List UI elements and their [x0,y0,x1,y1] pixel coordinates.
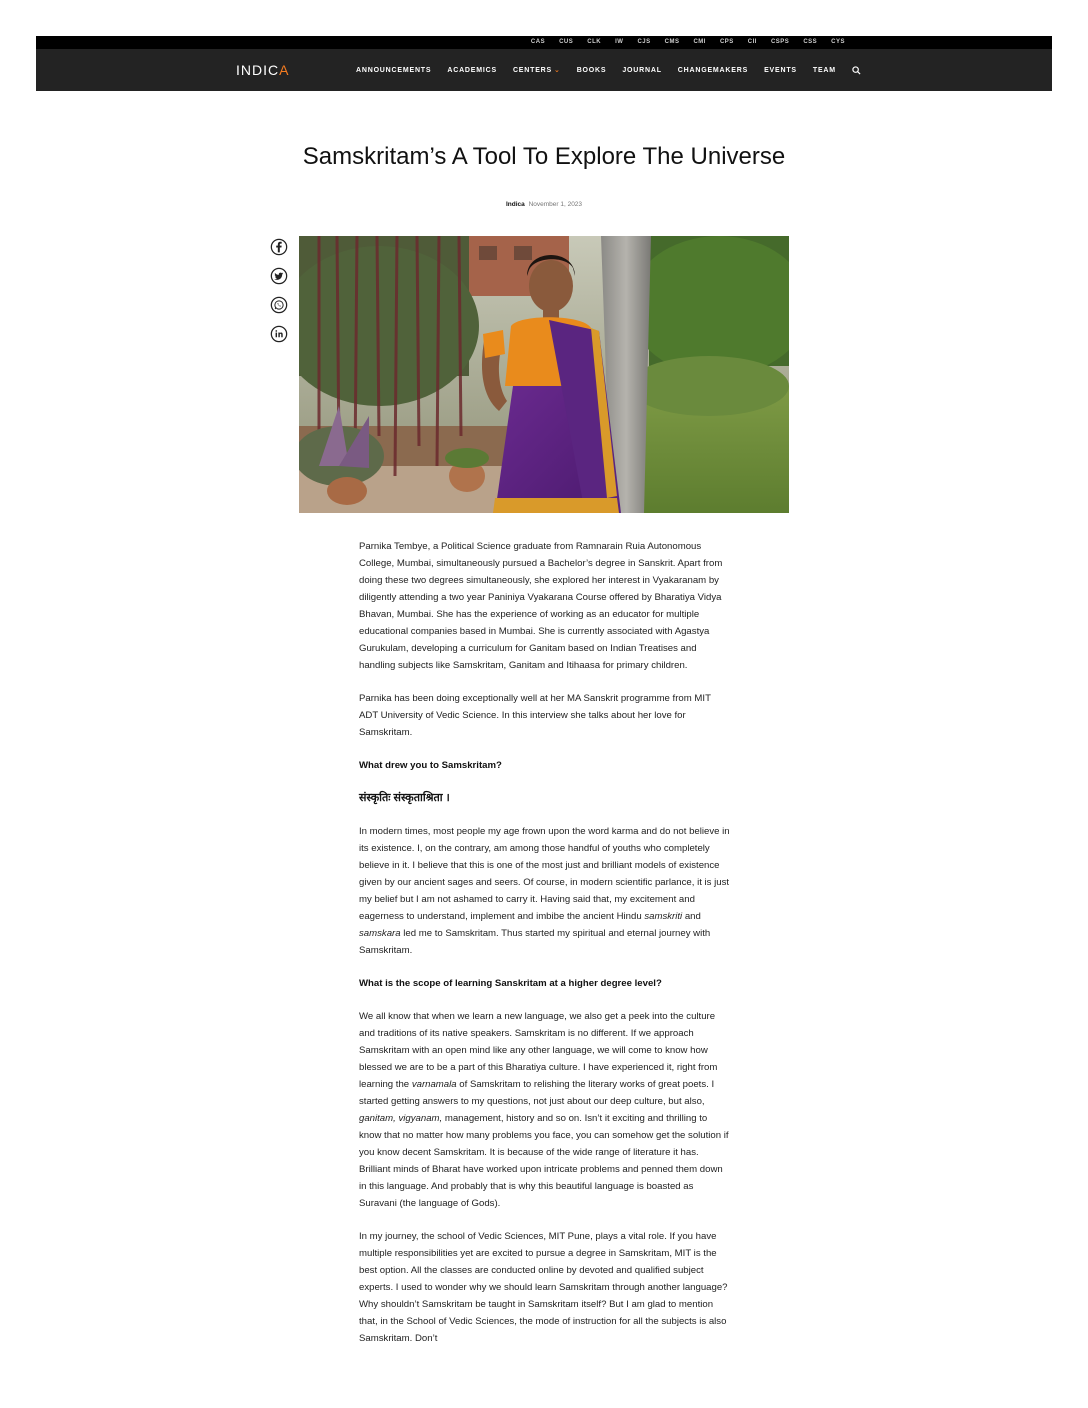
center-link[interactable]: CJS [637,39,651,45]
nav-item-events[interactable]: EVENTS [764,66,797,74]
post-date: November 1, 2023 [528,201,583,208]
emphasis-text: ganitam, vigyanam, [359,1113,443,1124]
twitter-icon[interactable] [270,267,288,285]
paragraph: Parnika Tembye, a Political Science graduate from Ramnarain Ruia Autonomous College, Mumbai, simultaneously pursued a Bachelor’s degree in Sanskrit. Apart from doing these two degrees simultaneously, she explored her interest in Vyakaranam by diligently attending a two year Paniniya Vyakarana Course offered by Bharatiya Vidya Bhavan, Mumbai. She has the experience of working as an educator for multiple educational companies based in Mumbai. She is currently associated with Agastya Gurukulam, developing a curriculum for Ganitam based on Indian Treatises and handling subjects like Samskritam, Ganitam and Itihaasa for primary children. [359,541,723,671]
interview-question: What drew you to Samskritam? [359,760,502,771]
emphasis-text: samskara [359,928,401,939]
top-centers-bar [36,36,1052,49]
center-link[interactable]: CSPS [770,39,790,45]
logo-text: INDIC [236,62,280,78]
paragraph: In my journey, the school of Vedic Sciences, MIT Pune, plays a vital role. If you have multiple responsibilities yet are excited to pursue a degree in Samskritam, MIT is the best option. All the classes are conducted online by devoted and qualified subject experts. I used to wonder why we should learn Samskritam through another language? Why shouldn’t Samskritam be taught in Samskritam itself? But I am glad to mention that, in the School of Vedic Sciences, the mode of instruction for all the subjects is also Samskritam. Don’t [359,1231,728,1344]
featured-image [299,236,789,513]
center-link[interactable]: CII [747,39,757,45]
center-link[interactable]: CMS [664,39,680,45]
article-body [359,538,731,1363]
main-navigation [36,49,1052,91]
site-logo[interactable] [236,62,289,78]
facebook-icon[interactable] [270,238,288,256]
center-link[interactable]: CSS [803,39,818,45]
center-link[interactable]: CPS [719,39,734,45]
nav-item-centers[interactable] [513,66,561,74]
author-link[interactable]: Indica [505,201,525,208]
nav-item-journal[interactable]: JOURNAL [622,66,662,74]
paragraph-text: and [682,911,701,922]
search-button[interactable] [852,66,861,75]
center-link[interactable]: IW [615,39,624,45]
paragraph: Parnika has been doing exceptionally well at her MA Sanskrit programme from MIT ADT University of Vedic Science. In this interview she talks about her love for Samskritam. [359,693,711,738]
portrait-photo [299,236,789,513]
paragraph-text: In modern times, most people my age frown upon the word karma and do not believe in its existence. I, on the contrary, am among those handful of youths who completely believe in it. I believe that this is one of the most just and brilliant models of existence given by our ancient sages and seers. Of course, in modern scientific parlance, it is just my belief but I am not ashamed to carry it. Having said that, my excitement and eagerness to understand, implement and imbibe the ancient Hindu [359,826,730,922]
nav-item-books[interactable]: BOOKS [576,66,607,74]
paragraph [359,823,731,959]
nav-item-centers-label: CENTERS [512,66,553,74]
centers-links [524,36,852,49]
center-link[interactable]: CAS [530,39,546,45]
center-link[interactable]: CYS [831,39,845,45]
center-link[interactable]: CLK [587,39,602,45]
center-link[interactable]: CUS [559,39,574,45]
nav-item-changemakers[interactable]: CHANGEMAKERS [677,66,749,74]
nav-item-announcements[interactable]: ANNOUNCEMENTS [356,66,432,74]
logo-accent: A [279,62,290,78]
paragraph-text: management, history and so on. Isn’t it exciting and thrilling to know that no matter how many problems you face, you can somehow get the solution if you know decent Samskritam. It is because of the wide range of literature it has. Brilliant minds of Bharat have worked upon intricate problems and penned them down in this language. And probably that is why this beautiful language is boasted as Suravani (the language of Gods). [359,1113,729,1209]
paragraph-text: We all know that when we learn a new language, we also get a peek into the culture and traditions of its native speakers. Samskritam is no different. If we approach Samskritam with an open mind like any other language, we will come to know how blessed we are to be a part of this Bharatiya culture. I have experienced it, right from learning the [359,1011,718,1090]
nav-links [356,49,877,91]
interview-question: What is the scope of learning Sanskritam at a higher degree level? [359,978,662,989]
paragraph-text: of Samskritam to relishing the literary works of great poets. I started getting answers to my questions, not just about our deep culture, but also, [359,1079,715,1107]
page-title: Samskritam’s A Tool To Explore The Universe [302,143,786,171]
center-link[interactable]: CMI [693,39,706,45]
share-bar [270,238,290,354]
chevron-down-icon: ⌄ [554,67,561,74]
nav-item-team[interactable]: TEAM [812,66,836,74]
emphasis-text: varnamala [411,1079,457,1090]
paragraph [359,1008,731,1212]
paragraph-text: led me to Samskritam. Thus started my spiritual and eternal journey with Samskritam. [359,928,711,956]
linkedin-icon[interactable] [270,325,288,343]
sanskrit-quote: संस्कृतिः संस्कृताश्रिता । [359,792,450,804]
emphasis-text: samskriti [644,911,683,922]
search-icon [852,66,861,75]
whatsapp-icon[interactable] [270,296,288,314]
nav-item-academics[interactable]: ACADEMICS [447,66,497,74]
post-meta [300,201,788,208]
